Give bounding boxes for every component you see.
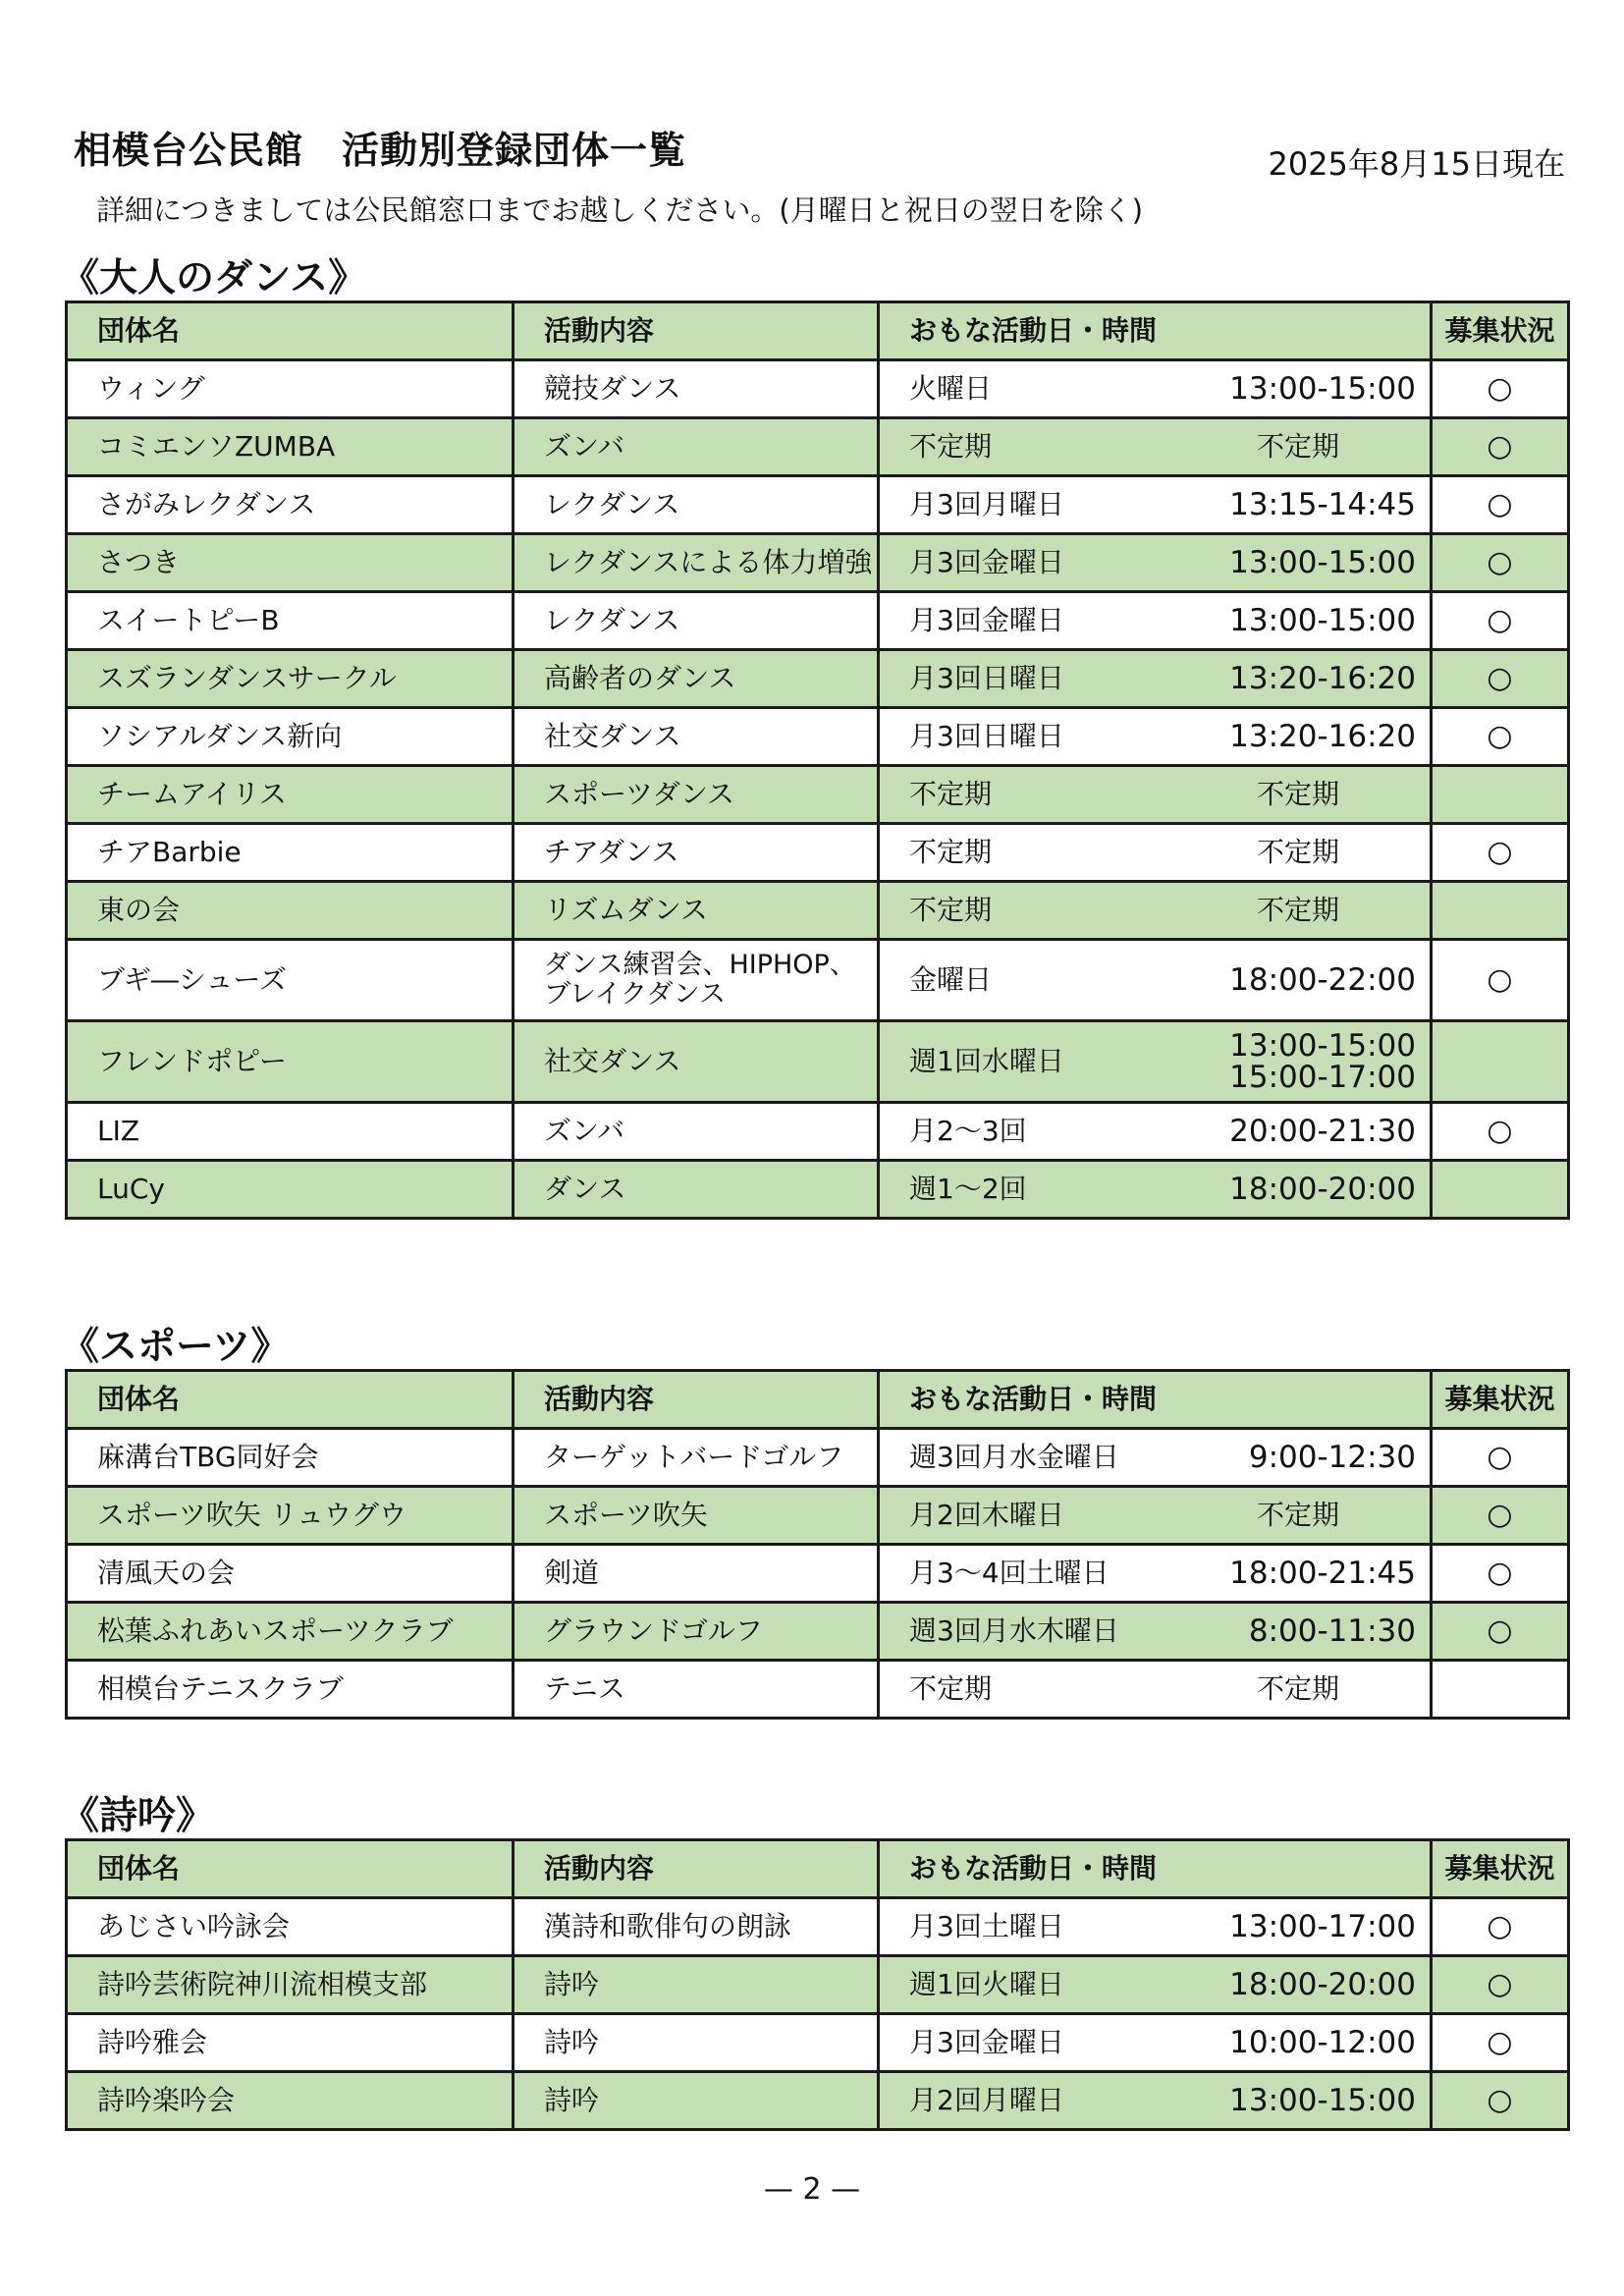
time-line: 15:00-17:00: [1229, 1060, 1416, 1095]
table-row: [67, 1103, 1569, 1161]
group-name: ソシアルダンス新向: [67, 708, 514, 766]
schedule-time: 18:00-21:45: [1229, 1556, 1416, 1591]
schedule-time: 18:00-20:00: [1229, 1172, 1416, 1207]
table-row: [67, 360, 1569, 418]
schedule-cell: [879, 824, 1432, 882]
schedule: [909, 1615, 1430, 1647]
group-name: 東の会: [67, 882, 514, 940]
table-sports: [65, 1369, 1570, 1720]
table-header-row: [67, 1371, 1569, 1429]
schedule-cell: [879, 1487, 1432, 1545]
schedule-time: [1229, 1030, 1416, 1093]
schedule-cell: [879, 1603, 1432, 1661]
schedule-cell: [879, 766, 1432, 824]
schedule-time: 18:00-22:00: [1229, 962, 1416, 998]
recruit-status: ○: [1432, 1429, 1569, 1487]
schedule-time: 不定期: [1256, 1672, 1339, 1705]
schedule-time: 13:00-15:00: [1229, 2083, 1416, 2118]
schedule-time: 不定期: [1256, 836, 1339, 868]
schedule-time: 10:00-12:00: [1229, 2025, 1416, 2060]
table-dance: [65, 301, 1570, 1220]
table-header-row: [67, 1840, 1569, 1898]
section-title-sports: 《スポーツ》: [61, 1325, 290, 1369]
schedule-day: 月3回月曜日: [909, 488, 1064, 520]
recruit-status: ○: [1432, 1487, 1569, 1545]
schedule: [909, 605, 1430, 636]
schedule-time: 13:20-16:20: [1229, 661, 1416, 696]
schedule-day: 金曜日: [909, 963, 993, 996]
group-name: 詩吟芸術院神川流相模支部: [67, 1956, 514, 2014]
schedule: [909, 663, 1430, 694]
group-name: コミエンソZUMBA: [67, 418, 514, 476]
schedule-time: 8:00-11:30: [1248, 1613, 1416, 1649]
group-name: チアBarbie: [67, 824, 514, 882]
schedule-day: 不定期: [909, 836, 993, 868]
group-name: さがみレクダンス: [67, 476, 514, 534]
activity-cell: レクダンス: [514, 476, 879, 534]
header-name: 団体名: [67, 1840, 514, 1898]
schedule-time: 18:00-20:00: [1229, 1967, 1416, 2002]
section-title-shigin: 《詩吟》: [61, 1794, 215, 1838]
recruit-status: ○: [1432, 940, 1569, 1021]
contact-note: 詳細につきましては公民館窓口までお越しください。(月曜日と祝日の翌日を除く): [96, 193, 1144, 227]
schedule-cell: [879, 1021, 1432, 1103]
table-shigin: [65, 1838, 1570, 2131]
schedule-day: 不定期: [909, 894, 993, 926]
schedule-cell: [879, 940, 1432, 1021]
header-status: 募集状況: [1432, 1371, 1569, 1429]
recruit-status: ○: [1432, 1103, 1569, 1161]
activity-cell: スポーツ吹矢: [514, 1487, 879, 1545]
table-row: [67, 534, 1569, 592]
schedule-day: 週1回火曜日: [909, 1968, 1064, 2000]
recruit-status: ○: [1432, 824, 1569, 882]
schedule: [909, 721, 1430, 752]
schedule-day: 月2回木曜日: [909, 1499, 1064, 1531]
schedule-time: 13:00-15:00: [1229, 545, 1416, 580]
activity-cell: 競技ダンス: [514, 360, 879, 418]
schedule-cell: [879, 476, 1432, 534]
schedule-day: 月2回月曜日: [909, 2084, 1064, 2116]
schedule: [909, 489, 1430, 520]
recruit-status: ○: [1432, 1956, 1569, 2014]
recruit-status: ○: [1432, 1545, 1569, 1603]
recruit-status: ○: [1432, 708, 1569, 766]
recruit-status: ○: [1432, 360, 1569, 418]
recruit-status: ○: [1432, 418, 1569, 476]
activity-cell: 漢詩和歌俳句の朗詠: [514, 1898, 879, 1956]
activity-line: ダンス練習会、HIPHOP、: [544, 950, 856, 980]
schedule-time: 13:00-15:00: [1229, 371, 1416, 407]
schedule-cell: [879, 1898, 1432, 1956]
schedule: [909, 373, 1430, 405]
schedule-day: 不定期: [909, 778, 993, 810]
table-row: [67, 824, 1569, 882]
schedule-time: 9:00-12:30: [1248, 1440, 1416, 1475]
schedule-cell: [879, 1545, 1432, 1603]
schedule-day: 月3～4回土曜日: [909, 1557, 1110, 1589]
activity-cell: 高齢者のダンス: [514, 650, 879, 708]
recruit-status: ○: [1432, 592, 1569, 650]
group-name: 松葉ふれあいスポーツクラブ: [67, 1603, 514, 1661]
activity-cell: ターゲットバードゴルフ: [514, 1429, 879, 1487]
activity-cell: 社交ダンス: [514, 1021, 879, 1103]
table-row: [67, 1161, 1569, 1219]
table-row: [67, 1545, 1569, 1603]
schedule-day: 月3回金曜日: [909, 2026, 1064, 2058]
table-row: [67, 766, 1569, 824]
header-schedule: おもな活動日・時間: [879, 302, 1432, 360]
header-name: 団体名: [67, 1371, 514, 1429]
schedule-cell: [879, 534, 1432, 592]
schedule-cell: [879, 650, 1432, 708]
recruit-status: ○: [1432, 1603, 1569, 1661]
schedule-cell: [879, 592, 1432, 650]
activity-cell: ダンス: [514, 1161, 879, 1219]
group-name: 詩吟楽吟会: [67, 2072, 514, 2130]
schedule: [909, 895, 1430, 926]
table-row: [67, 1429, 1569, 1487]
recruit-status: [1432, 882, 1569, 940]
activity-cell: レクダンス: [514, 592, 879, 650]
schedule-time: 不定期: [1256, 430, 1339, 463]
schedule-day: 月2～3回: [909, 1115, 1027, 1147]
header-activity: 活動内容: [514, 302, 879, 360]
header-status: 募集状況: [1432, 302, 1569, 360]
table-row: [67, 708, 1569, 766]
group-name: さつき: [67, 534, 514, 592]
group-name: 詩吟雅会: [67, 2014, 514, 2072]
schedule-cell: [879, 1103, 1432, 1161]
recruit-status: [1432, 1161, 1569, 1219]
schedule-day: 不定期: [909, 430, 993, 463]
group-name: ブギ―シューズ: [67, 940, 514, 1021]
schedule-time: 13:15-14:45: [1229, 487, 1416, 522]
schedule-cell: [879, 708, 1432, 766]
group-name: 相模台テニスクラブ: [67, 1661, 514, 1719]
table-row: [67, 1661, 1569, 1719]
time-line: 13:00-15:00: [1229, 1028, 1416, 1064]
recruit-status: ○: [1432, 2072, 1569, 2130]
group-name: 麻溝台TBG同好会: [67, 1429, 514, 1487]
schedule: [909, 1174, 1430, 1205]
page-title: 相模台公民館 活動別登録団体一覧: [74, 129, 687, 172]
schedule-day: 週1回水曜日: [909, 1045, 1064, 1077]
schedule: [909, 1558, 1430, 1589]
activity-cell: 詩吟: [514, 2072, 879, 2130]
schedule: [909, 431, 1430, 463]
activity-cell: 剣道: [514, 1545, 879, 1603]
recruit-status: ○: [1432, 534, 1569, 592]
activity-cell: ズンバ: [514, 1103, 879, 1161]
group-name: LuCy: [67, 1161, 514, 1219]
schedule-day: 週1～2回: [909, 1173, 1027, 1205]
schedule-day: 月3回金曜日: [909, 604, 1064, 636]
schedule-cell: [879, 1661, 1432, 1719]
schedule: [909, 964, 1430, 996]
schedule-day: 火曜日: [909, 372, 993, 405]
table-row: [67, 1603, 1569, 1661]
schedule: [909, 1673, 1430, 1705]
header-schedule: おもな活動日・時間: [879, 1840, 1432, 1898]
table-row: [67, 418, 1569, 476]
schedule: [909, 1911, 1430, 1942]
recruit-status: ○: [1432, 476, 1569, 534]
header-schedule: おもな活動日・時間: [879, 1371, 1432, 1429]
table-row: [67, 1956, 1569, 2014]
recruit-status: ○: [1432, 2014, 1569, 2072]
page-number: — 2 —: [763, 2172, 861, 2207]
schedule-cell: [879, 418, 1432, 476]
schedule: [909, 1442, 1430, 1473]
header-status: 募集状況: [1432, 1840, 1569, 1898]
group-name: スポーツ吹矢 リュウグウ: [67, 1487, 514, 1545]
group-name: ウィング: [67, 360, 514, 418]
schedule-day: 月3回土曜日: [909, 1910, 1064, 1942]
table-row: [67, 1487, 1569, 1545]
table-row: [67, 476, 1569, 534]
activity-cell: 詩吟: [514, 1956, 879, 2014]
schedule-day: 不定期: [909, 1672, 993, 1705]
schedule-day: 週3回月水木曜日: [909, 1614, 1119, 1647]
recruit-status: [1432, 1661, 1569, 1719]
table-header-row: [67, 302, 1569, 360]
schedule-cell: [879, 882, 1432, 940]
table-row: [67, 940, 1569, 1021]
schedule: [909, 547, 1430, 578]
header-activity: 活動内容: [514, 1840, 879, 1898]
group-name: チームアイリス: [67, 766, 514, 824]
schedule: [909, 837, 1430, 868]
schedule-time: 13:00-15:00: [1229, 603, 1416, 638]
group-name: 清風天の会: [67, 1545, 514, 1603]
schedule-cell: [879, 2072, 1432, 2130]
activity-cell: スポーツダンス: [514, 766, 879, 824]
table-row: [67, 2014, 1569, 2072]
schedule-time: 20:00-21:30: [1229, 1114, 1416, 1149]
activity-cell: [514, 940, 879, 1021]
recruit-status: ○: [1432, 1898, 1569, 1956]
header-name: 団体名: [67, 302, 514, 360]
schedule-day: 週3回月水金曜日: [909, 1441, 1119, 1473]
schedule-day: 月3回金曜日: [909, 546, 1064, 578]
header-activity: 活動内容: [514, 1371, 879, 1429]
table-row: [67, 650, 1569, 708]
table-row: [67, 592, 1569, 650]
schedule-cell: [879, 1161, 1432, 1219]
group-name: LIZ: [67, 1103, 514, 1161]
activity-cell: グラウンドゴルフ: [514, 1603, 879, 1661]
activity-line: ブレイクダンス: [544, 979, 726, 1010]
section-title-dance: 《大人のダンス》: [61, 256, 367, 301]
activity-cell: 詩吟: [514, 2014, 879, 2072]
schedule-cell: [879, 1429, 1432, 1487]
table-row: [67, 2072, 1569, 2130]
schedule: [909, 1030, 1430, 1093]
group-name: スイートピーB: [67, 592, 514, 650]
activity-cell: チアダンス: [514, 824, 879, 882]
schedule: [909, 1116, 1430, 1147]
schedule-time: 不定期: [1256, 1499, 1339, 1531]
group-name: スズランダンスサークル: [67, 650, 514, 708]
schedule-time: 不定期: [1256, 894, 1339, 926]
schedule: [909, 1500, 1430, 1531]
group-name: あじさい吟詠会: [67, 1898, 514, 1956]
recruit-status: [1432, 1021, 1569, 1103]
table-row: [67, 882, 1569, 940]
schedule-cell: [879, 2014, 1432, 2072]
schedule-time: 13:20-16:20: [1229, 719, 1416, 754]
schedule-time: 13:00-17:00: [1229, 1909, 1416, 1944]
schedule: [909, 2085, 1430, 2116]
activity-cell: ズンバ: [514, 418, 879, 476]
schedule: [909, 779, 1430, 810]
schedule: [909, 1969, 1430, 2000]
activity-cell: テニス: [514, 1661, 879, 1719]
activity-cell: レクダンスによる体力増強: [514, 534, 879, 592]
schedule-cell: [879, 1956, 1432, 2014]
table-row: [67, 1021, 1569, 1103]
schedule-cell: [879, 360, 1432, 418]
schedule-day: 月3回日曜日: [909, 662, 1064, 694]
recruit-status: [1432, 766, 1569, 824]
schedule-time: 不定期: [1256, 778, 1339, 810]
table-row: [67, 1898, 1569, 1956]
activity-cell: 社交ダンス: [514, 708, 879, 766]
schedule-day: 月3回日曜日: [909, 720, 1064, 752]
recruit-status: ○: [1432, 650, 1569, 708]
schedule: [909, 2027, 1430, 2058]
group-name: フレンドポピー: [67, 1021, 514, 1103]
as-of-date: 2025年8月15日現在: [1268, 145, 1565, 183]
activity-cell: リズムダンス: [514, 882, 879, 940]
